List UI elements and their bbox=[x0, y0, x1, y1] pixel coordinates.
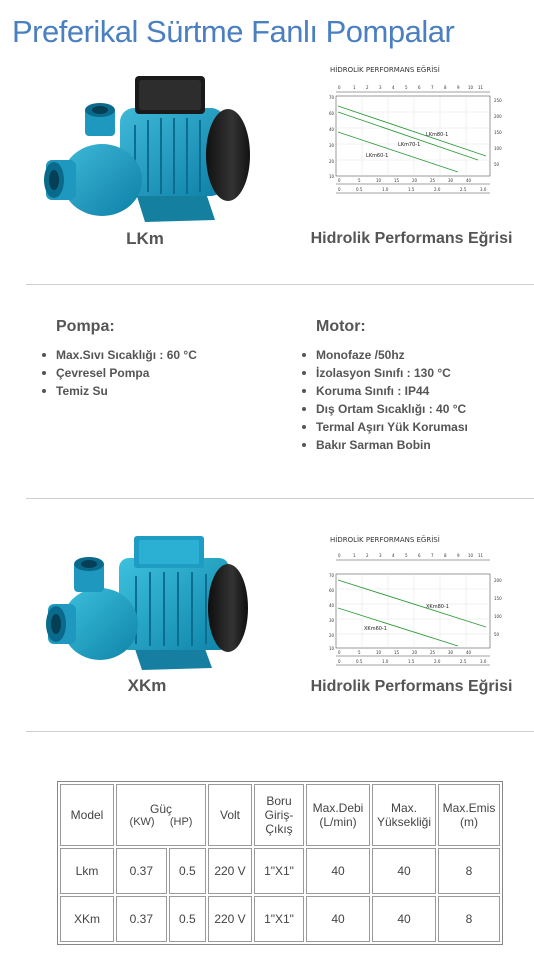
svg-text:0: 0 bbox=[338, 187, 341, 192]
svg-text:4: 4 bbox=[392, 85, 395, 90]
svg-text:25: 25 bbox=[430, 178, 436, 183]
pompa-spec-item: Çevresel Pompa bbox=[40, 364, 197, 382]
svg-text:1.0: 1.0 bbox=[382, 659, 389, 664]
svg-text:1.5: 1.5 bbox=[408, 187, 415, 192]
svg-text:3.0: 3.0 bbox=[480, 187, 487, 192]
lkm-curve-label-60: LKm60-1 bbox=[366, 153, 389, 159]
xkm-model-caption: XKm bbox=[127, 676, 167, 695]
svg-text:10: 10 bbox=[376, 178, 382, 183]
pompa-spec-item: Max.Sıvı Sıcaklığı : 60 °C bbox=[40, 346, 197, 364]
svg-text:0: 0 bbox=[338, 178, 341, 183]
header-emis: Max.Emis (m) bbox=[438, 784, 500, 846]
svg-text:150: 150 bbox=[494, 596, 502, 601]
svg-text:6: 6 bbox=[418, 85, 421, 90]
svg-text:30: 30 bbox=[329, 143, 335, 148]
pompa-heading: Pompa: bbox=[56, 318, 115, 335]
svg-text:10: 10 bbox=[376, 650, 382, 655]
pompa-spec-list bbox=[40, 346, 197, 400]
svg-text:7: 7 bbox=[431, 85, 434, 90]
svg-text:9: 9 bbox=[457, 85, 460, 90]
svg-text:11: 11 bbox=[478, 553, 484, 558]
svg-text:9: 9 bbox=[457, 553, 460, 558]
svg-text:100: 100 bbox=[494, 614, 502, 619]
svg-text:40: 40 bbox=[466, 178, 472, 183]
svg-text:0.5: 0.5 bbox=[356, 659, 363, 664]
svg-text:30: 30 bbox=[448, 650, 454, 655]
svg-text:2: 2 bbox=[366, 85, 369, 90]
svg-text:250: 250 bbox=[494, 98, 502, 103]
cell-debi: 40 bbox=[306, 896, 370, 942]
svg-text:20: 20 bbox=[329, 633, 335, 638]
svg-text:5: 5 bbox=[358, 178, 361, 183]
svg-text:5: 5 bbox=[405, 553, 408, 558]
svg-text:70: 70 bbox=[329, 95, 335, 100]
svg-text:50: 50 bbox=[494, 632, 500, 637]
cell-volt: 220 V bbox=[208, 848, 252, 894]
svg-text:30: 30 bbox=[448, 178, 454, 183]
svg-text:2.5: 2.5 bbox=[460, 187, 467, 192]
svg-text:1.5: 1.5 bbox=[408, 659, 415, 664]
svg-text:50: 50 bbox=[494, 162, 500, 167]
cell-yukseklik: 40 bbox=[372, 848, 436, 894]
svg-text:11: 11 bbox=[478, 85, 484, 90]
svg-text:10: 10 bbox=[329, 174, 335, 179]
svg-text:200: 200 bbox=[494, 114, 502, 119]
spec-table bbox=[57, 781, 503, 945]
xkm-pump-image bbox=[44, 528, 254, 673]
svg-text:2: 2 bbox=[366, 553, 369, 558]
motor-spec-item: İzolasyon Sınıfı : 130 °C bbox=[300, 364, 468, 382]
svg-text:8: 8 bbox=[444, 85, 447, 90]
svg-text:3: 3 bbox=[379, 553, 382, 558]
cell-yukseklik: 40 bbox=[372, 896, 436, 942]
svg-text:100: 100 bbox=[494, 146, 502, 151]
svg-text:2.0: 2.0 bbox=[434, 659, 441, 664]
svg-text:60: 60 bbox=[329, 588, 335, 593]
lkm-graph-title: HİDROLİK PERFORMANS EĞRİSİ bbox=[330, 66, 440, 74]
xkm-graph-title: HİDROLİK PERFORMANS EĞRİSİ bbox=[330, 536, 440, 544]
xkm-graph-caption: Hidrolik Performans Eğrisi bbox=[310, 678, 513, 695]
table-row bbox=[60, 896, 500, 942]
cell-model: XKm bbox=[60, 896, 114, 942]
svg-text:10: 10 bbox=[329, 646, 335, 651]
section-divider bbox=[26, 498, 534, 499]
xkm-curve-label-80: XKm80-1 bbox=[426, 604, 449, 610]
svg-text:40: 40 bbox=[329, 603, 335, 608]
svg-text:0: 0 bbox=[338, 659, 341, 664]
header-debi: Max.Debi (L/min) bbox=[306, 784, 370, 846]
svg-text:30: 30 bbox=[329, 618, 335, 623]
motor-spec-item: Koruma Sınıfı : IP44 bbox=[300, 382, 468, 400]
svg-text:2.0: 2.0 bbox=[434, 187, 441, 192]
svg-text:20: 20 bbox=[412, 650, 418, 655]
svg-text:40: 40 bbox=[466, 650, 472, 655]
svg-text:10: 10 bbox=[468, 553, 474, 558]
cell-hp: 0.5 bbox=[169, 896, 206, 942]
header-model: Model bbox=[60, 784, 114, 846]
svg-text:15: 15 bbox=[394, 178, 400, 183]
svg-text:70: 70 bbox=[329, 573, 335, 578]
cell-kw: 0.37 bbox=[116, 848, 167, 894]
svg-text:0: 0 bbox=[338, 650, 341, 655]
svg-text:1.0: 1.0 bbox=[382, 187, 389, 192]
cell-emis: 8 bbox=[438, 848, 500, 894]
svg-text:15: 15 bbox=[394, 650, 400, 655]
svg-text:3.0: 3.0 bbox=[480, 659, 487, 664]
cell-boru: 1"X1" bbox=[254, 848, 304, 894]
header-hp: (HP) bbox=[169, 816, 193, 828]
motor-spec-item: Termal Aşırı Yük Koruması bbox=[300, 418, 468, 436]
svg-text:10: 10 bbox=[468, 85, 474, 90]
svg-text:25: 25 bbox=[430, 650, 436, 655]
svg-text:20: 20 bbox=[329, 159, 335, 164]
motor-spec-item: Monofaze /50hz bbox=[300, 346, 468, 364]
lkm-graph-caption: Hidrolik Performans Eğrisi bbox=[310, 230, 513, 247]
xkm-performance-graph bbox=[308, 530, 520, 670]
cell-debi: 40 bbox=[306, 848, 370, 894]
header-guc-label: Güç bbox=[149, 802, 172, 816]
svg-text:1: 1 bbox=[353, 85, 356, 90]
lkm-pump-image bbox=[40, 70, 255, 230]
page-title: Preferikal Sürtme Fanlı Pompalar bbox=[12, 14, 455, 49]
svg-text:5: 5 bbox=[405, 85, 408, 90]
svg-text:150: 150 bbox=[494, 130, 502, 135]
header-volt: Volt bbox=[208, 784, 252, 846]
cell-kw: 0.37 bbox=[116, 896, 167, 942]
svg-text:0: 0 bbox=[338, 553, 341, 558]
header-kw: (KW) bbox=[129, 816, 155, 828]
svg-text:2.5: 2.5 bbox=[460, 659, 467, 664]
lkm-model-caption: LKm bbox=[126, 229, 164, 248]
cell-emis: 8 bbox=[438, 896, 500, 942]
header-yukseklik: Max. Yüksekliği bbox=[372, 784, 436, 846]
svg-text:200: 200 bbox=[494, 578, 502, 583]
table-row bbox=[60, 848, 500, 894]
lkm-performance-graph bbox=[308, 60, 520, 210]
svg-text:0.5: 0.5 bbox=[356, 187, 363, 192]
svg-text:6: 6 bbox=[418, 553, 421, 558]
section-divider bbox=[26, 731, 534, 732]
svg-text:3: 3 bbox=[379, 85, 382, 90]
lkm-curve-label-80: LKm80-1 bbox=[426, 132, 449, 138]
header-guc-units bbox=[117, 816, 205, 828]
motor-spec-item: Dış Ortam Sıcaklığı : 40 °C bbox=[300, 400, 468, 418]
svg-text:60: 60 bbox=[329, 111, 335, 116]
pompa-spec-item: Temiz Su bbox=[40, 382, 197, 400]
svg-text:4: 4 bbox=[392, 553, 395, 558]
cell-volt: 220 V bbox=[208, 896, 252, 942]
svg-text:0: 0 bbox=[338, 85, 341, 90]
cell-model: Lkm bbox=[60, 848, 114, 894]
header-boru: Boru Giriş-Çıkış bbox=[254, 784, 304, 846]
svg-text:40: 40 bbox=[329, 127, 335, 132]
section-divider bbox=[26, 284, 534, 285]
motor-spec-item: Bakır Sarman Bobin bbox=[300, 436, 468, 454]
cell-boru: 1"X1" bbox=[254, 896, 304, 942]
motor-heading: Motor: bbox=[316, 318, 366, 335]
svg-text:20: 20 bbox=[412, 178, 418, 183]
xkm-curve-label-60: XKm60-1 bbox=[364, 626, 387, 632]
svg-text:8: 8 bbox=[444, 553, 447, 558]
cell-hp: 0.5 bbox=[169, 848, 206, 894]
svg-text:5: 5 bbox=[358, 650, 361, 655]
motor-spec-list bbox=[300, 346, 468, 454]
svg-text:1: 1 bbox=[353, 553, 356, 558]
lkm-curve-label-70: LKm70-1 bbox=[398, 142, 421, 148]
svg-text:7: 7 bbox=[431, 553, 434, 558]
header-guc bbox=[116, 784, 206, 846]
